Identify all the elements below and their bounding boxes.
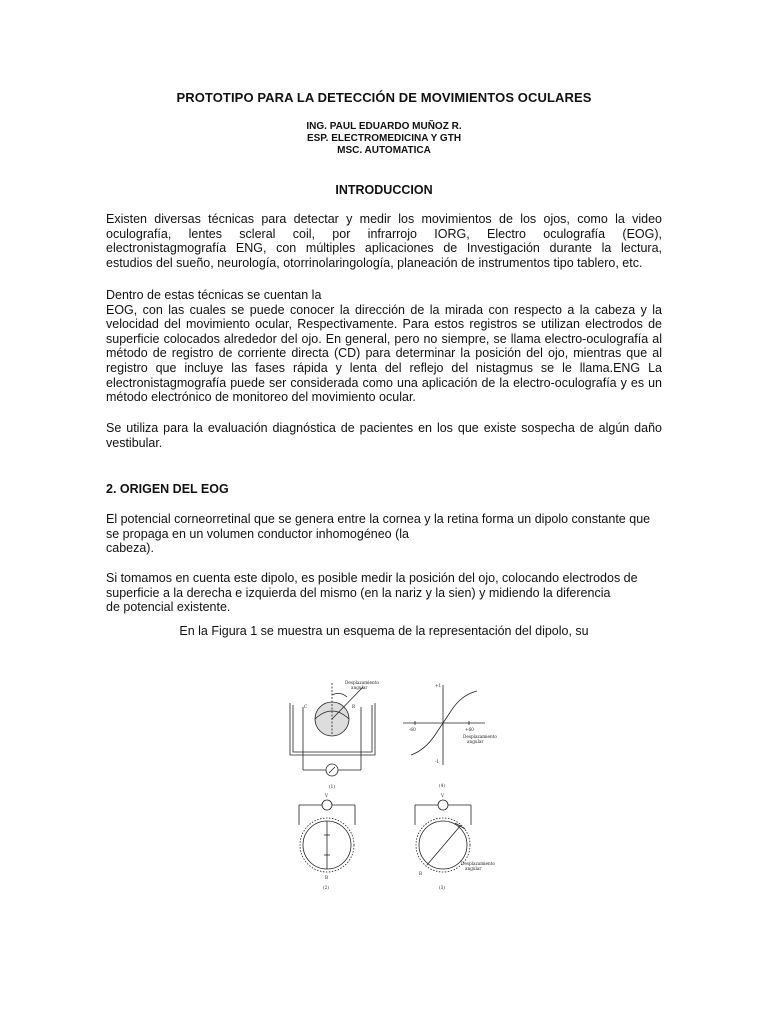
panel-4-caption: (4) — [439, 783, 445, 788]
intro-paragraph-2 — [106, 288, 662, 405]
panel-eye-container — [290, 683, 375, 776]
text-line: Dentro de estas técnicas se cuentan la — [106, 288, 322, 302]
text-line: Se utiliza para la evaluación diagnóstica de pacientes en los que existe sospecha de algún daño — [106, 421, 662, 435]
text-line: cabeza). — [106, 541, 154, 556]
text-line: El potencial corneorretinal que se genera entre la cornea y la retina forma un dipolo constante que — [106, 512, 651, 526]
author-name: ING. PAUL EDUARDO MUÑOZ R. — [306, 121, 462, 132]
label-c: C — [304, 704, 308, 709]
axis-bottom-label: -1 — [435, 759, 440, 764]
section-2-paragraph-2 — [106, 571, 662, 615]
text-line: oculografía, lentes scleral coil, por infrarrojo IORG, Electro oculografía (EOG), — [106, 226, 662, 241]
panel-3-caption: (3) — [439, 885, 445, 890]
text-line: electronistagmografía puede ser considerada como una aplicación de la electro-oculografía y es un — [106, 375, 662, 390]
panel-2-caption: (2) — [323, 885, 329, 890]
text-line: se propaga en un volumen conductor inhomogéneo (la — [106, 526, 409, 541]
figure-reference-line: En la Figura 1 se muestra un esquema de la representación del dipolo, su — [179, 624, 589, 638]
text-line: estudios del sueño, neurología, otorrinolaringología, planeación de instrumentos tipo tablero, etc. — [106, 255, 643, 270]
label-r: R — [352, 704, 356, 709]
text-line: vestibular. — [106, 435, 163, 450]
label-b-right: B — [419, 871, 423, 876]
text-line: de potencial existente. — [106, 600, 231, 615]
desp-label-2: angular — [351, 685, 368, 690]
text-line: superficie colocados alrededor del ojo. En general, pero no siempre, se llama electro-oculografía al — [106, 331, 662, 346]
intro-heading: INTRODUCCION — [335, 183, 433, 197]
rot-desp-label-2: angular — [465, 866, 482, 871]
desp-label-1: Desplazamiento — [345, 680, 379, 685]
section-2-paragraph-1 — [106, 512, 662, 556]
panel-1-caption: (1) — [329, 784, 335, 789]
panel-dipole-vertical — [299, 800, 355, 872]
text-line: velocidad del movimiento ocular, Respectivamente. Para estos registros se utilizan electrodos de — [106, 317, 662, 332]
rot-desp-label-1: Desplazamiento — [461, 861, 495, 866]
text-line: superficie a la derecha e izquierda del mismo (en la nariz y la sien) y midiendo la diferencia — [106, 585, 611, 600]
graph-desp-label-2: angular — [467, 739, 484, 744]
axis-top-label: +1 — [435, 683, 442, 688]
author-degree: MSC. AUTOMATICA — [337, 145, 431, 156]
text-line: EOG, con las cuales se puede conocer la dirección de la mirada con respecto a la cabeza y la — [106, 302, 662, 317]
axis-left-label: -60 — [409, 727, 416, 732]
text-line: Si tomamos en cuenta este dipolo, es posible medir la posición del ojo, colocando electrodos de — [106, 571, 638, 585]
intro-paragraph-1 — [106, 212, 662, 270]
text-line: método electrónico de monitoreo del movimiento ocular. — [106, 390, 416, 405]
document-title: PROTOTIPO PARA LA DETECCIÓN DE MOVIMIENTOS OCULARES — [176, 90, 592, 105]
text-line: método de registro de corriente directa (CD) para determinar la posición del ojo, mientras que al — [106, 346, 662, 361]
author-block — [0, 121, 768, 157]
panel-response-graph — [403, 685, 485, 765]
voltmeter-label-left: V — [325, 793, 329, 798]
axis-right-label: +60 — [465, 727, 474, 732]
intro-paragraph-3 — [106, 421, 662, 450]
section-2-heading: 2. ORIGEN DEL EOG — [106, 482, 229, 496]
author-specialty: ESP. ELECTROMEDICINA Y GTH — [306, 133, 462, 144]
text-line: registro que incluye las fases rápida y lenta del reflejo del nistagmus se le llama.ENG La — [106, 360, 662, 375]
text-line: Existen diversas técnicas para detectar y medir los movimientos de los ojos, como la video — [106, 212, 662, 226]
label-b-left: B — [325, 875, 329, 880]
voltmeter-label-right: V — [441, 793, 445, 798]
figure-1-diagram — [285, 675, 500, 900]
figure-1-svg — [285, 675, 500, 900]
text-line: electronistagmografía ENG, con múltiples aplicaciones de Investigación durante la lectura, — [106, 241, 662, 256]
graph-desp-label-1: Desplazamiento — [463, 734, 497, 739]
